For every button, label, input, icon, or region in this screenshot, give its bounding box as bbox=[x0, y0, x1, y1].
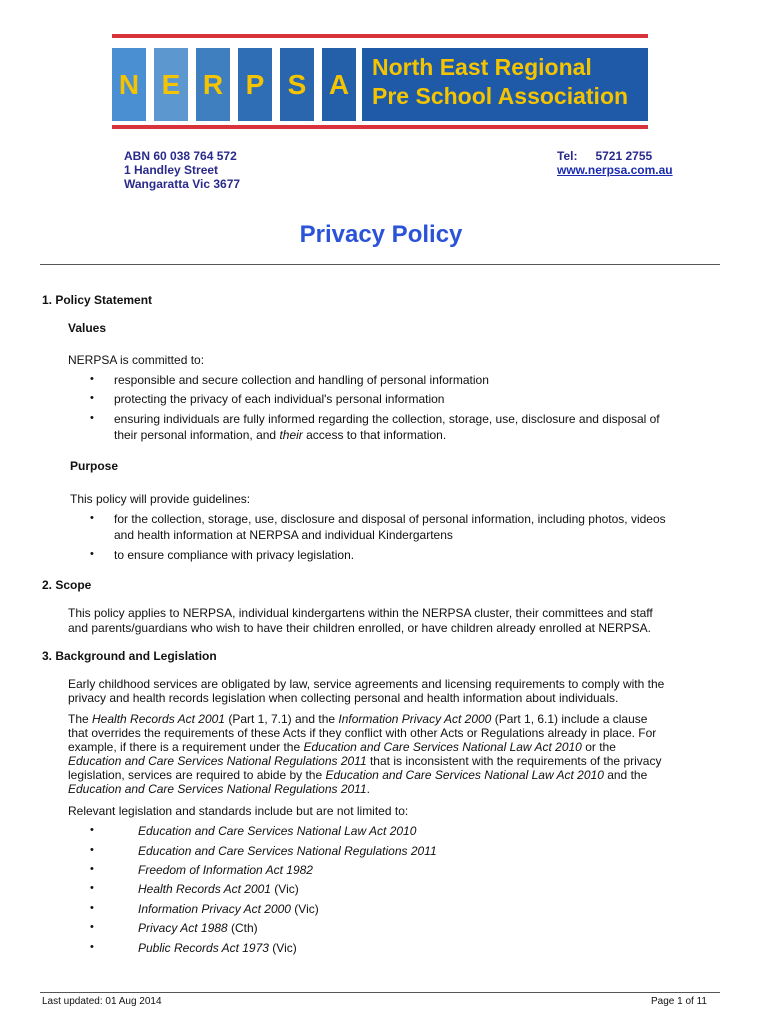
logo-name-line1: North East Regional bbox=[372, 54, 592, 80]
street: 1 Handley Street bbox=[124, 163, 219, 177]
logo-letter-n: N bbox=[112, 48, 146, 121]
purpose-heading: Purpose bbox=[70, 459, 119, 473]
page-title: Privacy Policy bbox=[299, 221, 463, 248]
legislation-item: Freedom of Information Act 1982 bbox=[138, 863, 313, 877]
purpose-intro: This policy will provide guidelines: bbox=[70, 492, 251, 506]
bullet-icon: • bbox=[90, 412, 94, 424]
purpose-bullet-2: to ensure compliance with privacy legislation. bbox=[114, 548, 355, 562]
tel-number: 5721 2755 bbox=[595, 149, 653, 163]
bullet-icon: • bbox=[90, 941, 94, 953]
legislation-item: Public Records Act 1973 (Vic) bbox=[138, 941, 297, 955]
values-bullet-2: protecting the privacy of each individual's personal information bbox=[114, 392, 445, 406]
legislation-item: Health Records Act 2001 (Vic) bbox=[138, 882, 299, 896]
bullet-icon: • bbox=[90, 902, 94, 914]
section-2-heading: 2. Scope bbox=[42, 578, 92, 592]
legislation-intro: Relevant legislation and standards include but are not limited to: bbox=[68, 804, 409, 818]
background-p1-line-1: Early childhood services are obligated by law, service agreements and licensing requirements to comply with the bbox=[68, 677, 665, 691]
title-rule bbox=[40, 264, 720, 265]
bullet-icon: • bbox=[90, 512, 94, 524]
bullet-icon: • bbox=[90, 373, 94, 385]
bullet-icon: • bbox=[90, 882, 94, 894]
nerpsa-logo bbox=[112, 34, 650, 134]
footer-last-updated: Last updated: 01 Aug 2014 bbox=[42, 996, 162, 1007]
legislation-item: Education and Care Services National Regulations 2011 bbox=[138, 844, 437, 858]
city: Wangaratta Vic 3677 bbox=[124, 177, 241, 191]
scope-line-1: This policy applies to NERPSA, individual kindergartens within the NERPSA cluster, their committees and staff bbox=[68, 606, 653, 620]
background-p2-line-2: that overrides the requirements of these Acts if they conflict with other Acts or Regulations already in place. For bbox=[68, 726, 657, 740]
values-intro: NERPSA is committed to: bbox=[68, 353, 205, 367]
bullet-icon: • bbox=[90, 824, 94, 836]
values-heading: Values bbox=[68, 321, 107, 335]
scope-line-2: and parents/guardians who wish to have their children enrolled, or have children already enrolled at NERPSA. bbox=[68, 621, 652, 635]
logo-letter-r: R bbox=[196, 48, 230, 121]
background-p2-line-5: legislation, services are required to abide by the Education and Care Services National Law Act 2010 and the bbox=[68, 768, 648, 782]
logo-top-bar bbox=[112, 34, 648, 38]
logo-name-box bbox=[362, 48, 648, 121]
tel-label: Tel: bbox=[557, 149, 578, 163]
background-p1-line-2: privacy and health records legislation when collecting personal and health information about individuals. bbox=[68, 691, 619, 705]
logo-letter-s: S bbox=[280, 48, 314, 121]
values-bullet-3: ensuring individuals are fully informed regarding the collection, storage, use, disclosure and disposal of bbox=[114, 412, 660, 426]
logo-letter-a: A bbox=[322, 48, 356, 121]
logo-name-line2: Pre School Association bbox=[372, 83, 629, 109]
legislation-item: Privacy Act 1988 (Cth) bbox=[138, 921, 258, 935]
bullet-icon: • bbox=[90, 844, 94, 856]
background-p2-line-4: Education and Care Services National Regulations 2011 that is inconsistent with the requirements of the privacy bbox=[68, 754, 662, 768]
bullet-icon: • bbox=[90, 921, 94, 933]
footer-rule bbox=[40, 992, 720, 993]
contact-block bbox=[557, 149, 673, 177]
section-1-heading: 1. Policy Statement bbox=[42, 293, 153, 307]
background-p2-line-3: example, if there is a requirement under the Education and Care Services National Law Act 2010 or the bbox=[68, 740, 616, 754]
values-bullet-1: responsible and secure collection and handling of personal information bbox=[114, 373, 489, 387]
bullet-icon: • bbox=[90, 548, 94, 560]
purpose-bullet-1-cont: and health information at NERPSA and individual Kindergartens bbox=[114, 528, 453, 542]
logo-letter-e: E bbox=[154, 48, 188, 121]
logo-bottom-bar bbox=[112, 125, 648, 129]
purpose-bullet-1: for the collection, storage, use, disclosure and disposal of personal information, including photos, videos bbox=[114, 512, 666, 526]
address-block bbox=[124, 149, 240, 191]
background-p2-line-6: Education and Care Services National Regulations 2011. bbox=[68, 782, 370, 796]
section-3-heading: 3. Background and Legislation bbox=[42, 649, 217, 663]
abn: ABN 60 038 764 572 bbox=[124, 149, 237, 163]
bullet-icon: • bbox=[90, 392, 94, 404]
website-link[interactable]: www.nerpsa.com.au bbox=[557, 163, 673, 177]
legislation-item: Information Privacy Act 2000 (Vic) bbox=[138, 902, 319, 916]
background-p2-line-1: The Health Records Act 2001 (Part 1, 7.1) and the Information Privacy Act 2000 (Part 1, 6.1) include a clause bbox=[68, 712, 648, 726]
logo-letter-p: P bbox=[238, 48, 272, 121]
bullet-icon: • bbox=[90, 863, 94, 875]
footer-page-number: Page 1 of 11 bbox=[651, 996, 707, 1007]
legislation-item: Education and Care Services National Law Act 2010 bbox=[138, 824, 417, 838]
values-bullet-3-cont: their personal information, and their access to that information. bbox=[114, 428, 447, 442]
